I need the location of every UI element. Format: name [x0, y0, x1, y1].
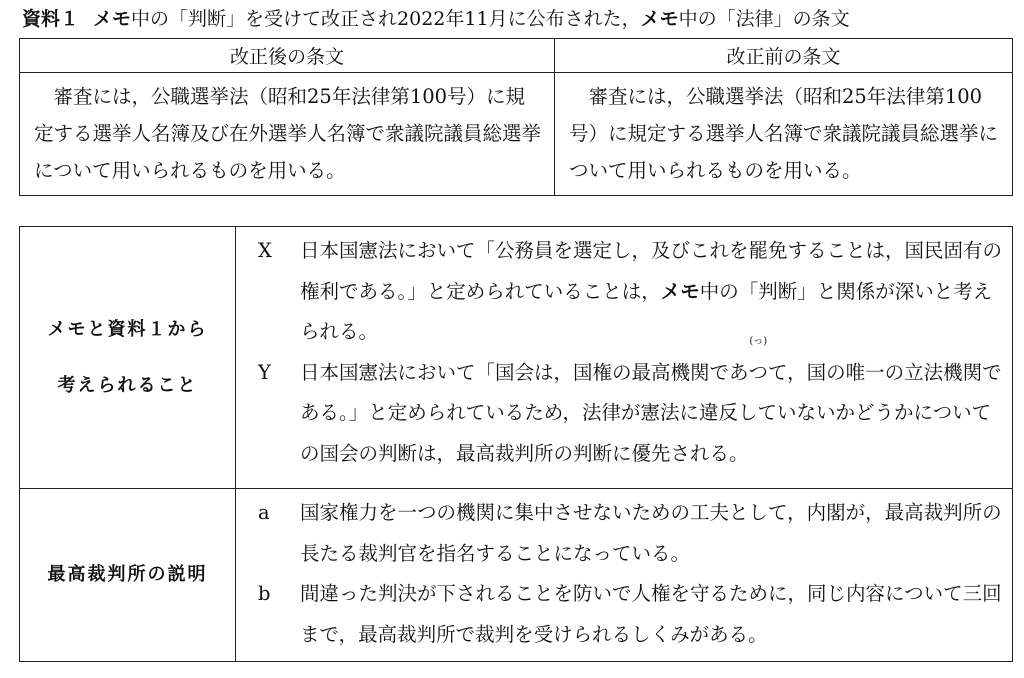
heading-text-1: 中の「判断」を受けて改正され2022年11月に公布された，: [131, 8, 641, 30]
header-before: 改正前の条文: [555, 39, 1013, 73]
explanation-b: [258, 574, 1002, 655]
heading-label: 資料１: [22, 8, 80, 30]
before-text: 審査には，公職選挙法（昭和25年法律第100号）に規定する選挙人名簿で衆議院議員総選挙について用いられるものを用いる。: [569, 85, 999, 182]
statement-y-ruby: [748, 335, 769, 394]
cell-before-text: [555, 73, 1013, 196]
explanation-b-text: 間違った判決が下されることを防いで人権を守るために，同じ内容について三回まで，最高裁判所で裁判を受けられるしくみがある。: [300, 582, 1002, 646]
statement-x-mark: X: [258, 239, 272, 262]
header-after: 改正後の条文: [20, 39, 555, 73]
explanation-b-mark: b: [258, 582, 271, 605]
statement-x-text-b: 中の「判断」と関係が深いと考えられる。: [300, 279, 993, 343]
ruby-text: (っ): [749, 335, 768, 347]
after-text: 審査には，公職選挙法（昭和25年法律第100号）に規定する選挙人名簿及び在外選挙人名簿で衆議院議員総選挙について用いられるものを用いる。: [34, 85, 542, 182]
explanation-a-text: 国家権力を一つの機関に集中させないための工夫として，内閣が，最高裁判所の長たる裁判官を指名することになっている。: [300, 501, 1002, 565]
row-court-head: 最高裁判所の説明: [20, 489, 236, 662]
ruby-base: つ: [748, 360, 769, 384]
cell-after-text: [20, 73, 555, 196]
document-heading: [22, 6, 1012, 32]
row-court-body: [236, 489, 1013, 662]
row-considerations-head: [20, 227, 236, 489]
statement-x-memo: メモ: [660, 279, 700, 303]
statement-y-mark: Y: [258, 360, 271, 384]
heading-text-2: 中の「法律」の条文: [678, 8, 850, 30]
heading-memo-2: メモ: [640, 8, 679, 30]
explanation-a-mark: a: [258, 501, 270, 524]
considerations-line-1: メモと資料１から: [47, 318, 208, 340]
statement-y-text-b: て，国の唯一の立法機関である。」と定められているため，法律が憲法に違反していないかどうかについての国会の判断は，最高裁判所の判断に優先される。: [300, 360, 1002, 465]
heading-memo-1: メモ: [93, 8, 132, 30]
analysis-table: [19, 226, 1013, 662]
amendment-table: [19, 38, 1013, 196]
statement-x-text-a: 日本国憲法において「公務員を選定し，及びこれを罷免することは，国民固有の権利である。」と定められていることは，: [300, 239, 1003, 303]
statement-y-text-a: 日本国憲法において「国会は，国権の最高機関であ: [300, 360, 749, 384]
statement-x: [258, 231, 1002, 353]
statement-y: [258, 335, 1002, 475]
explanation-a: [258, 493, 1002, 574]
row-considerations-body: [236, 227, 1013, 489]
considerations-line-2: 考えられること: [57, 374, 198, 396]
